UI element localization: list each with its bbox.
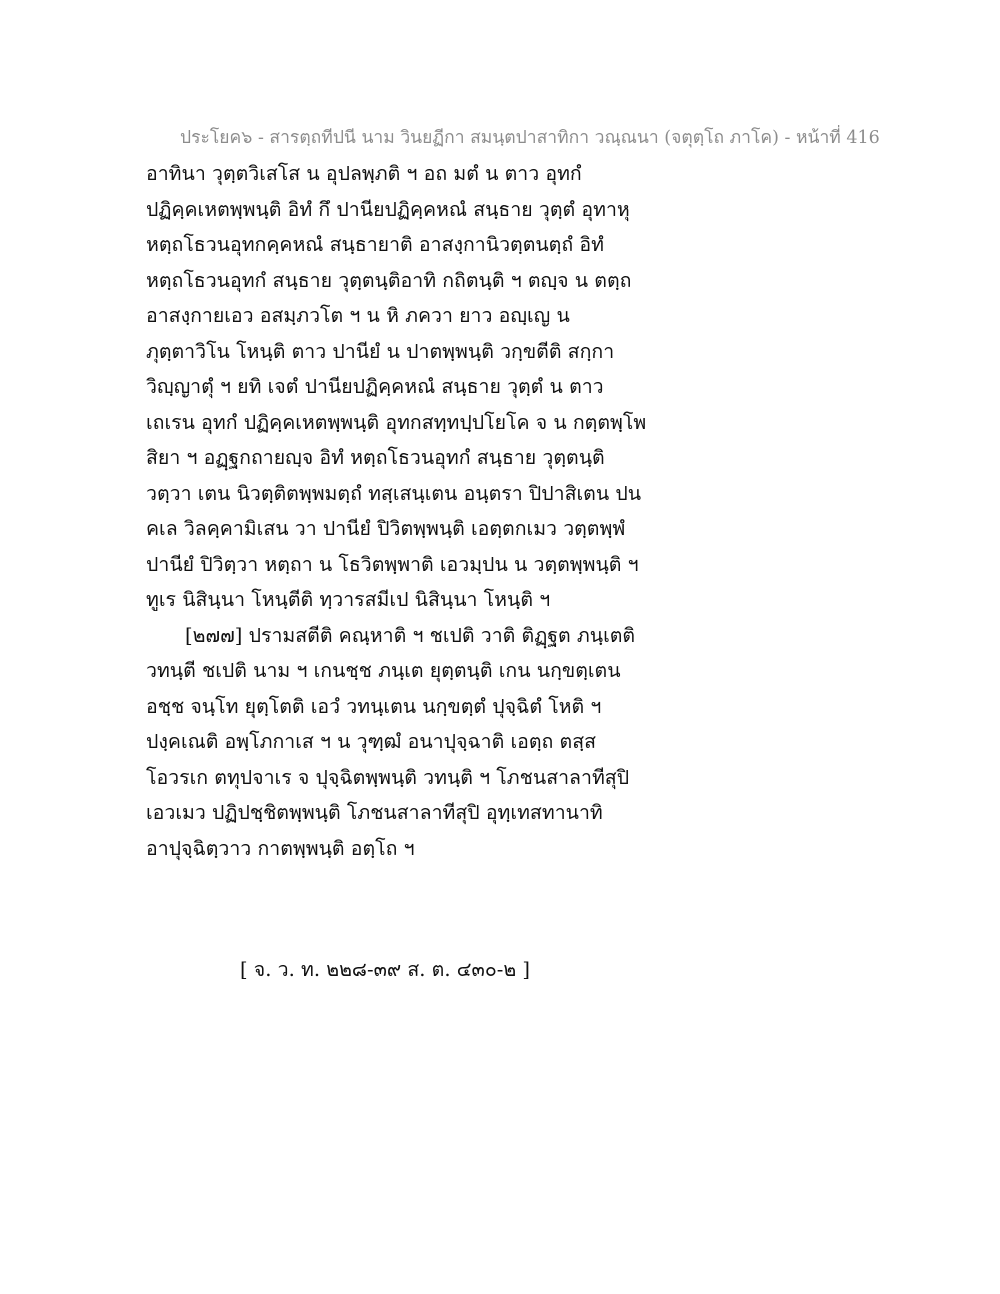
- text-line: วตฺวา เตน นิวตฺติตพฺพมตฺถํ ทสฺเสนฺเตน อนฺตรา ปิปาสิเตน ปน: [146, 481, 642, 505]
- text-line: โอวรเก ตทุปจาเร จ ปุจฺฉิตพฺพนฺติ วทนฺติ ฯ โภชนสาลาทีสุปิ: [146, 765, 630, 789]
- cross-reference: [ จ. ว. ท. ๒๒๘-๓๙ ส. ต. ๔๓๐-๒ ]: [240, 958, 530, 981]
- paragraph-start-line: [๒๗๗] ปรามสตีติ คณฺหาติ ฯ ชเปติ วาติ ติฏฺฐต ภนฺเตติ: [185, 623, 636, 647]
- text-line: หตฺถโธวนอุทกํ สนฺธาย วุตฺตนฺติอาทิ กถิตนฺติ ฯ ตญฺจ น ตตฺถ: [146, 268, 632, 292]
- text-line: อชฺช จนฺโท ยุตฺโตติ เอวํ วทนฺเตน นกฺขตฺตํ ปุจฺฉิตํ โหติ ฯ: [146, 694, 602, 718]
- text-line: ปงฺคเณติ อพฺโภกาเส ฯ น วุฑฺฒํ อนาปุจฺฉาติ เอตฺถ ตสฺส: [146, 730, 597, 753]
- text-line: อาสงฺกายเอว อสมฺภวโต ฯ น หิ ภควา ยาว อญฺเญ น: [146, 304, 570, 327]
- text-line: ปฏิคฺคเหตพฺพนฺติ อิทํ กึ ปานียปฏิคฺคหณํ สนฺธาย วุตฺตํ อุทาหุ: [146, 197, 630, 221]
- body-text: [146, 156, 846, 866]
- text-line: หตฺถโธวนอุทกคฺคหณํ สนฺธายาติ อาสงฺกานิวตฺตนตฺถํ อิทํ: [146, 233, 604, 256]
- text-line: สิยา ฯ อฏฺฐกถายญฺจ อิทํ หตฺถโธวนอุทกํ สนฺธาย วุตฺตนฺติ: [146, 446, 605, 469]
- text-line: อาปุจฺฉิตฺวาว กาตพฺพนฺติ อตฺโถ ฯ: [146, 836, 415, 860]
- text-line: เอวเมว ปฏิปชฺชิตพฺพนฺติ โภชนสาลาทีสุปิ อุทฺเทสทานาทิ: [146, 801, 603, 824]
- text-line: วิญฺญาตุํ ฯ ยทิ เจตํ ปานียปฏิคฺคหณํ สนฺธาย วุตฺตํ น ตาว: [146, 375, 604, 398]
- text-line: ทูเร นิสินฺนา โหนฺตีติ ทฺวารสมีเป นิสินฺนา โหนฺติ ฯ: [146, 588, 551, 611]
- text-line: เถเรน อุทกํ ปฏิคฺคเหตพฺพนฺติ อุทกสทฺทปฺปโยโค จ น กตฺตพฺโพ: [146, 410, 647, 434]
- text-line: อาทินา วุตฺตวิเสโส น อุปลพฺภติ ฯ อถ มตํ น ตาว อุทกํ: [146, 162, 582, 185]
- text-line: วทนฺตี ชเปติ นาม ฯ เกนชฺช ภนฺเต ยุตฺตนฺติ เกน นกฺขตฺเตน: [146, 659, 621, 682]
- text-line: ภุตฺตาวิโน โหนฺติ ตาว ปานียํ น ปาตพฺพนฺติ วกฺขตีติ สกฺกา: [146, 339, 615, 363]
- text-line: คเล วิลคฺคามิเสน วา ปานียํ ปิวิตพฺพนฺติ เอตฺตกเมว วตฺตพฺพํ: [146, 517, 626, 540]
- text-line: ปานียํ ปิวิตฺวา หตฺถา น โธวิตพฺพาติ เอวมฺปน น วตฺตพฺพนฺติ ฯ: [146, 552, 639, 576]
- running-header: ประโยค๖ - สารตฺถทีปนี นาม วินยฏีกา สมนฺตปาสาทิกา วณฺณนา (จตุตฺโถ ภาโค) - หน้าที่ 416: [180, 128, 880, 148]
